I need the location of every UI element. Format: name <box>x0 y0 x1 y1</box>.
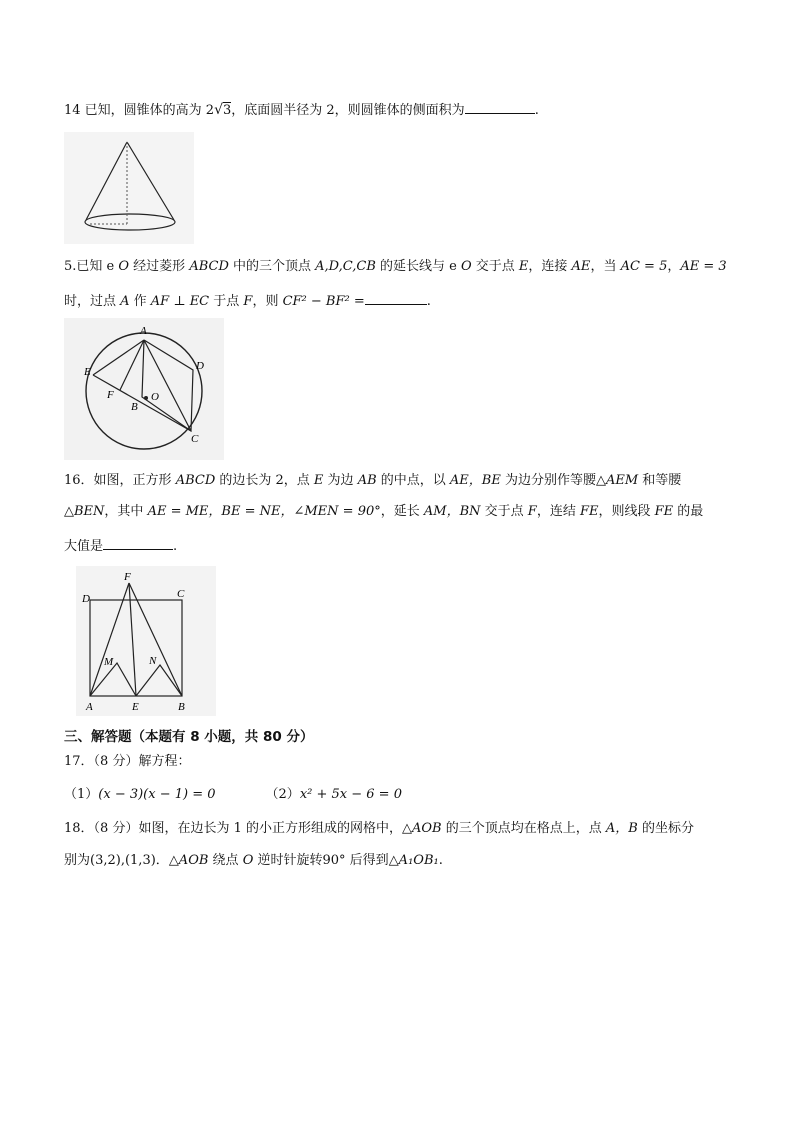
q14-text: 14 已知，圆锥体的高为 2√3，底面圆半径为 2，则圆锥体的侧面积为 . <box>64 102 539 118</box>
label-A: A <box>140 325 147 337</box>
section-title: 三、解答题（本题有 8 小题，共 80 分） <box>64 729 314 745</box>
q16-line1: 16．如图，正方形 ABCD 的边长为 2，点 E 为边 AB 的中点，以 AE，BE 为边分别作等腰△AEM 和等腰 <box>64 473 682 488</box>
label-F: F <box>107 389 114 401</box>
circle-rhombus-figure <box>64 318 224 460</box>
q16-answer-blank[interactable] <box>103 537 173 550</box>
label-O: O <box>151 391 159 403</box>
label-D: D <box>196 360 204 372</box>
q15-line1: 5.已知 e O 经过菱形 ABCD 中的三个顶点 A,D,C,CB 的延长线与 e O 交于点 E，连接 AE，当 AC = 5，AE = 3 <box>64 259 727 274</box>
center-dot <box>144 396 148 400</box>
label-D: D <box>82 593 90 605</box>
square-triangles-figure <box>76 566 216 716</box>
q15-line2: 时，过点 A 作 AF ⊥ EC 于点 F，则 CF² − BF² = . <box>64 294 431 309</box>
q16-line2: △BEN，其中 AE = ME，BE = NE，∠MEN = 90°，延长 AM，BN 交于点 F，连结 FE，则线段 FE 的最 <box>64 504 704 519</box>
label-F: F <box>124 571 131 583</box>
q17-head: 17．（8 分）解方程： <box>64 754 191 769</box>
label-C: C <box>191 433 199 445</box>
q15-answer-blank[interactable] <box>365 292 427 305</box>
label-C: C <box>177 588 185 600</box>
q17-parts: （1）(x − 3)(x − 1) = 0 （2）x² + 5x − 6 = 0 <box>64 787 402 802</box>
label-M: M <box>104 656 114 668</box>
q14-answer-blank[interactable] <box>465 101 535 114</box>
label-E: E <box>84 366 91 378</box>
q18-line2: 别为(3,2),(1,3)．△AOB 绕点 O 逆时针旋转90° 后得到△A₁OB₁. <box>64 853 443 868</box>
cone-figure <box>64 132 194 244</box>
q16-line3: 大值是 . <box>64 539 178 554</box>
label-A: A <box>86 701 93 713</box>
label-N: N <box>149 655 157 667</box>
label-E: E <box>132 701 139 713</box>
label-B: B <box>131 401 138 413</box>
label-B: B <box>178 701 185 713</box>
q18-line1: 18．（8 分）如图，在边长为 1 的小正方形组成的网格中，△AOB 的三个顶点均在格点上，点 A，B 的坐标分 <box>64 821 694 836</box>
